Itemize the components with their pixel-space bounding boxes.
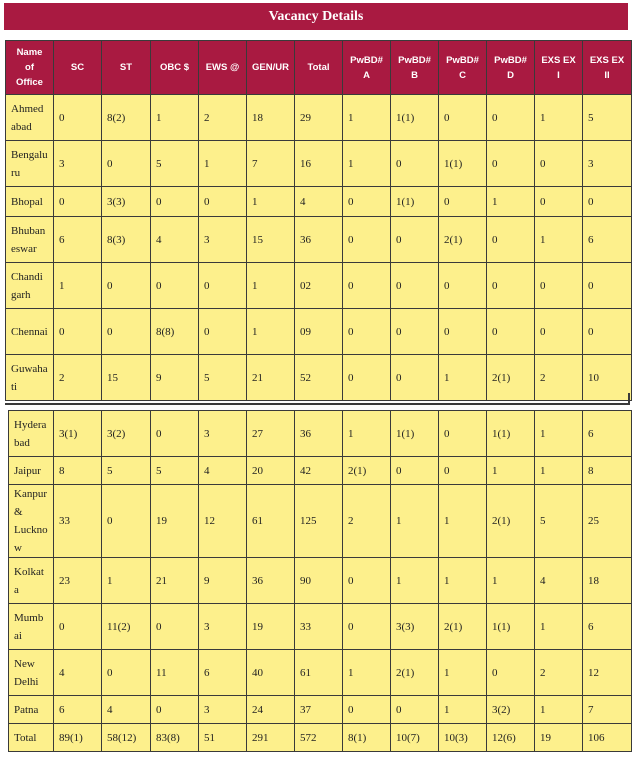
vacancy-cell: 19 [151, 485, 199, 558]
vacancy-cell: 1 [439, 485, 487, 558]
vacancy-cell: 2(1) [439, 604, 487, 650]
vacancy-table-part-1 [5, 40, 632, 401]
office-name-cell: Bengaluru [6, 141, 54, 187]
vacancy-cell: 0 [102, 141, 151, 187]
vacancy-cell: 1 [535, 95, 583, 141]
table-split-tick [628, 393, 630, 405]
vacancy-cell: 0 [54, 604, 102, 650]
vacancy-cell: 0 [199, 187, 247, 217]
vacancy-cell: 29 [295, 95, 343, 141]
office-name-cell: Jaipur [9, 457, 54, 485]
vacancy-cell: 572 [295, 724, 343, 752]
vacancy-cell: 8 [583, 457, 632, 485]
table-row [6, 95, 632, 141]
vacancy-cell: 36 [247, 558, 295, 604]
vacancy-cell: 0 [391, 457, 439, 485]
column-header-pwbd-a: PwBD# A [343, 41, 391, 95]
office-name-cell: Guwahati [6, 355, 54, 401]
vacancy-cell: 18 [583, 558, 632, 604]
vacancy-cell: 2 [199, 95, 247, 141]
vacancy-cell: 83(8) [151, 724, 199, 752]
vacancy-cell: 1(1) [439, 141, 487, 187]
vacancy-cell: 3(3) [102, 187, 151, 217]
column-header-st: ST [102, 41, 151, 95]
vacancy-cell: 5 [151, 457, 199, 485]
office-name-cell: Kolkata [9, 558, 54, 604]
vacancy-cell: 4 [102, 696, 151, 724]
vacancy-cell: 0 [343, 696, 391, 724]
vacancy-cell: 0 [343, 187, 391, 217]
vacancy-cell: 3(2) [487, 696, 535, 724]
vacancy-cell: 36 [295, 411, 343, 457]
vacancy-cell: 125 [295, 485, 343, 558]
vacancy-table-part-2 [8, 410, 632, 752]
vacancy-cell: 16 [295, 141, 343, 187]
vacancy-cell: 1 [439, 355, 487, 401]
vacancy-cell: 8 [54, 457, 102, 485]
vacancy-cell: 15 [102, 355, 151, 401]
column-header-gen-ur: GEN/UR [247, 41, 295, 95]
vacancy-cell: 5 [199, 355, 247, 401]
vacancy-cell: 1 [199, 141, 247, 187]
table-row [9, 411, 632, 457]
office-name-cell: Bhubaneswar [6, 217, 54, 263]
vacancy-cell: 1 [54, 263, 102, 309]
vacancy-cell: 0 [199, 263, 247, 309]
office-name-cell: Chandigarh [6, 263, 54, 309]
vacancy-cell: 90 [295, 558, 343, 604]
vacancy-cell: 1 [343, 95, 391, 141]
total-row [9, 724, 632, 752]
vacancy-cell: 09 [295, 309, 343, 355]
vacancy-cell: 19 [535, 724, 583, 752]
table-row [9, 696, 632, 724]
vacancy-cell: 0 [54, 95, 102, 141]
vacancy-cell: 0 [343, 604, 391, 650]
vacancy-cell: 0 [102, 650, 151, 696]
vacancy-cell: 3 [199, 217, 247, 263]
vacancy-cell: 2(1) [487, 485, 535, 558]
vacancy-cell: 10(7) [391, 724, 439, 752]
vacancy-cell: 1 [151, 95, 199, 141]
table-row [6, 187, 632, 217]
vacancy-cell: 0 [439, 187, 487, 217]
vacancy-cell: 0 [391, 263, 439, 309]
vacancy-cell: 11(2) [102, 604, 151, 650]
vacancy-cell: 24 [247, 696, 295, 724]
vacancy-cell: 1 [391, 558, 439, 604]
vacancy-cell: 1 [247, 263, 295, 309]
vacancy-cell: 0 [583, 309, 632, 355]
vacancy-cell: 0 [391, 696, 439, 724]
vacancy-cell: 0 [391, 217, 439, 263]
vacancy-cell: 51 [199, 724, 247, 752]
vacancy-cell: 33 [295, 604, 343, 650]
vacancy-cell: 11 [151, 650, 199, 696]
vacancy-cell: 5 [102, 457, 151, 485]
vacancy-cell: 36 [295, 217, 343, 263]
vacancy-cell: 0 [583, 187, 632, 217]
vacancy-cell: 2(1) [487, 355, 535, 401]
table-row [6, 309, 632, 355]
vacancy-cell: 61 [295, 650, 343, 696]
vacancy-cell: 0 [151, 696, 199, 724]
vacancy-cell: 1 [487, 558, 535, 604]
vacancy-cell: 2 [535, 355, 583, 401]
vacancy-cell: 0 [391, 309, 439, 355]
vacancy-cell: 0 [343, 558, 391, 604]
vacancy-cell: 1 [535, 696, 583, 724]
vacancy-cell: 0 [487, 95, 535, 141]
table-row [9, 457, 632, 485]
vacancy-cell: 27 [247, 411, 295, 457]
vacancy-cell: 21 [247, 355, 295, 401]
vacancy-cell: 1 [535, 411, 583, 457]
table-header-row [6, 41, 632, 95]
vacancy-cell: 2 [343, 485, 391, 558]
vacancy-cell: 0 [439, 457, 487, 485]
vacancy-cell: 4 [295, 187, 343, 217]
vacancy-cell: 8(3) [102, 217, 151, 263]
vacancy-cell: 1 [439, 696, 487, 724]
vacancy-cell: 21 [151, 558, 199, 604]
vacancy-cell: 6 [583, 604, 632, 650]
column-header-office: Name of Office [6, 41, 54, 95]
vacancy-cell: 0 [535, 309, 583, 355]
office-name-cell: Hyderabad [9, 411, 54, 457]
vacancy-cell: 0 [535, 187, 583, 217]
office-name-cell: Total [9, 724, 54, 752]
vacancy-cell: 8(1) [343, 724, 391, 752]
page-title: Vacancy Details [4, 3, 628, 30]
column-header-exs-2: EXS EX II [583, 41, 632, 95]
column-header-exs-1: EXS EX I [535, 41, 583, 95]
vacancy-cell: 0 [391, 355, 439, 401]
table-row [9, 558, 632, 604]
vacancy-cell: 1 [487, 457, 535, 485]
vacancy-cell: 0 [343, 355, 391, 401]
vacancy-cell: 1(1) [391, 187, 439, 217]
vacancy-cell: 25 [583, 485, 632, 558]
vacancy-cell: 1 [535, 604, 583, 650]
vacancy-cell: 4 [54, 650, 102, 696]
vacancy-cell: 5 [583, 95, 632, 141]
vacancy-cell: 3 [54, 141, 102, 187]
vacancy-cell: 0 [487, 141, 535, 187]
vacancy-cell: 9 [199, 558, 247, 604]
office-name-cell: Patna [9, 696, 54, 724]
vacancy-cell: 0 [343, 309, 391, 355]
vacancy-cell: 0 [199, 309, 247, 355]
vacancy-cell: 1(1) [487, 411, 535, 457]
table-split-divider [5, 403, 630, 405]
vacancy-cell: 0 [439, 95, 487, 141]
vacancy-cell: 0 [102, 309, 151, 355]
vacancy-cell: 12(6) [487, 724, 535, 752]
vacancy-cell: 5 [535, 485, 583, 558]
vacancy-cell: 0 [54, 309, 102, 355]
column-header-total: Total [295, 41, 343, 95]
vacancy-cell: 3(2) [102, 411, 151, 457]
vacancy-cell: 0 [439, 263, 487, 309]
vacancy-cell: 106 [583, 724, 632, 752]
vacancy-cell: 6 [199, 650, 247, 696]
vacancy-cell: 0 [151, 411, 199, 457]
table-row [6, 217, 632, 263]
vacancy-cell: 0 [151, 604, 199, 650]
vacancy-cell: 23 [54, 558, 102, 604]
vacancy-cell: 4 [199, 457, 247, 485]
vacancy-cell: 1 [439, 650, 487, 696]
vacancy-cell: 15 [247, 217, 295, 263]
vacancy-cell: 33 [54, 485, 102, 558]
vacancy-cell: 0 [151, 263, 199, 309]
vacancy-cell: 1 [391, 485, 439, 558]
column-header-obc: OBC $ [151, 41, 199, 95]
vacancy-cell: 4 [535, 558, 583, 604]
vacancy-cell: 12 [199, 485, 247, 558]
table-row [9, 485, 632, 558]
vacancy-cell: 1 [343, 141, 391, 187]
table-row [9, 650, 632, 696]
vacancy-cell: 89(1) [54, 724, 102, 752]
vacancy-cell: 0 [391, 141, 439, 187]
vacancy-cell: 61 [247, 485, 295, 558]
vacancy-cell: 1 [247, 309, 295, 355]
vacancy-cell: 7 [583, 696, 632, 724]
column-header-pwbd-b: PwBD# B [391, 41, 439, 95]
vacancy-cell: 0 [54, 187, 102, 217]
office-name-cell: Mumbai [9, 604, 54, 650]
vacancy-cell: 0 [343, 263, 391, 309]
vacancy-cell: 37 [295, 696, 343, 724]
vacancy-cell: 1(1) [487, 604, 535, 650]
vacancy-cell: 1 [102, 558, 151, 604]
vacancy-cell: 6 [54, 696, 102, 724]
vacancy-cell: 19 [247, 604, 295, 650]
vacancy-cell: 1 [535, 217, 583, 263]
vacancy-cell: 0 [535, 141, 583, 187]
vacancy-cell: 42 [295, 457, 343, 485]
vacancy-cell: 1 [343, 411, 391, 457]
vacancy-cell: 4 [151, 217, 199, 263]
vacancy-cell: 7 [247, 141, 295, 187]
vacancy-cell: 0 [343, 217, 391, 263]
vacancy-cell: 6 [583, 217, 632, 263]
vacancy-cell: 0 [439, 309, 487, 355]
vacancy-cell: 0 [102, 485, 151, 558]
vacancy-cell: 2(1) [391, 650, 439, 696]
vacancy-cell: 2(1) [439, 217, 487, 263]
vacancy-cell: 2(1) [343, 457, 391, 485]
vacancy-cell: 3(3) [391, 604, 439, 650]
vacancy-cell: 3 [199, 411, 247, 457]
table-body-part-1 [6, 95, 632, 401]
table-row [6, 355, 632, 401]
vacancy-cell: 1(1) [391, 95, 439, 141]
vacancy-cell: 02 [295, 263, 343, 309]
vacancy-cell: 6 [54, 217, 102, 263]
vacancy-cell: 0 [151, 187, 199, 217]
vacancy-cell: 0 [583, 263, 632, 309]
vacancy-cell: 3(1) [54, 411, 102, 457]
vacancy-cell: 5 [151, 141, 199, 187]
vacancy-cell: 1 [247, 187, 295, 217]
vacancy-cell: 9 [151, 355, 199, 401]
vacancy-cell: 6 [583, 411, 632, 457]
vacancy-cell: 10 [583, 355, 632, 401]
vacancy-cell: 2 [535, 650, 583, 696]
office-name-cell: Ahmedabad [6, 95, 54, 141]
table-row [9, 604, 632, 650]
vacancy-cell: 18 [247, 95, 295, 141]
office-name-cell: Bhopal [6, 187, 54, 217]
vacancy-cell: 0 [535, 263, 583, 309]
vacancy-cell: 12 [583, 650, 632, 696]
vacancy-cell: 291 [247, 724, 295, 752]
vacancy-cell: 0 [102, 263, 151, 309]
vacancy-cell: 1 [535, 457, 583, 485]
vacancy-cell: 58(12) [102, 724, 151, 752]
vacancy-cell: 3 [199, 696, 247, 724]
vacancy-cell: 1 [343, 650, 391, 696]
vacancy-cell: 20 [247, 457, 295, 485]
column-header-sc: SC [54, 41, 102, 95]
vacancy-cell: 0 [439, 411, 487, 457]
vacancy-cell: 40 [247, 650, 295, 696]
vacancy-cell: 1 [487, 187, 535, 217]
office-name-cell: Kanpur & Lucknow [9, 485, 54, 558]
vacancy-cell: 0 [487, 309, 535, 355]
vacancy-cell: 3 [199, 604, 247, 650]
vacancy-cell: 0 [487, 650, 535, 696]
vacancy-cell: 8(8) [151, 309, 199, 355]
vacancy-cell: 0 [487, 263, 535, 309]
table-row [6, 141, 632, 187]
vacancy-cell: 1 [439, 558, 487, 604]
table-body-part-2 [9, 411, 632, 752]
column-header-ews: EWS @ [199, 41, 247, 95]
table-row [6, 263, 632, 309]
vacancy-cell: 3 [583, 141, 632, 187]
column-header-pwbd-c: PwBD# C [439, 41, 487, 95]
office-name-cell: Chennai [6, 309, 54, 355]
vacancy-cell: 10(3) [439, 724, 487, 752]
vacancy-cell: 0 [487, 217, 535, 263]
column-header-pwbd-d: PwBD# D [487, 41, 535, 95]
vacancy-cell: 52 [295, 355, 343, 401]
vacancy-cell: 2 [54, 355, 102, 401]
vacancy-cell: 8(2) [102, 95, 151, 141]
office-name-cell: New Delhi [9, 650, 54, 696]
vacancy-cell: 1(1) [391, 411, 439, 457]
